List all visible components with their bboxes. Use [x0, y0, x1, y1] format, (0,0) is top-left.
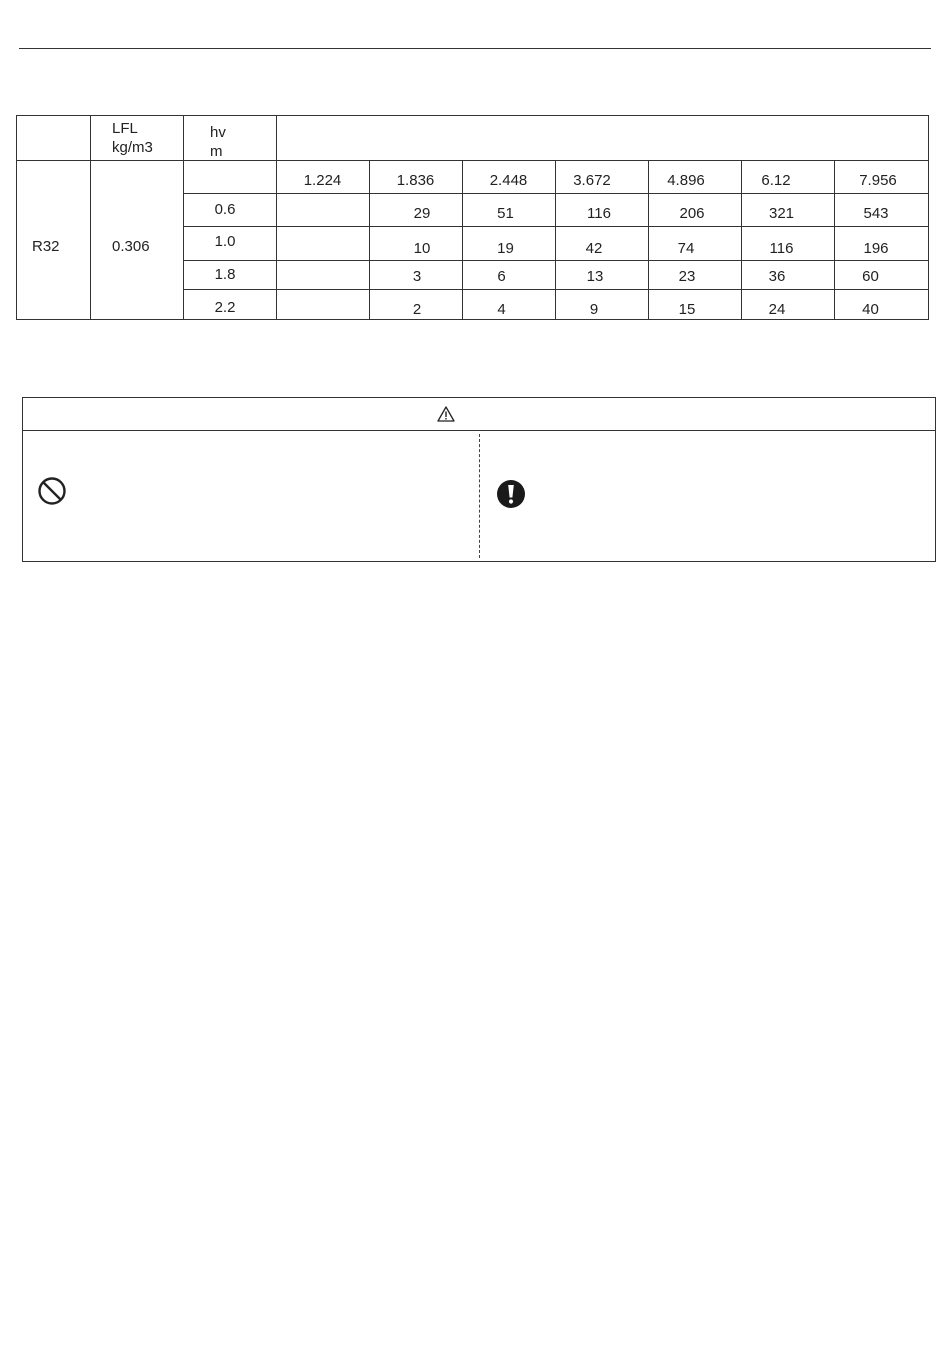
- charge-value: 4.896: [667, 172, 705, 189]
- table-cell: 40: [862, 301, 879, 318]
- charge-value: 7.956: [859, 172, 897, 189]
- table-cell: 9: [589, 301, 599, 318]
- warning-header: [23, 398, 935, 431]
- row-rule: [183, 289, 929, 290]
- warning-divider: [479, 434, 480, 558]
- table-cell: 543: [863, 205, 889, 222]
- table-cell: 2: [412, 301, 422, 318]
- warning-box: [22, 397, 936, 562]
- table-cell: 6: [497, 268, 506, 285]
- table-cell: 29: [413, 205, 431, 222]
- charge-value: 6.12: [761, 172, 791, 189]
- table-cell: 10: [413, 240, 431, 257]
- table-cell: 3: [412, 268, 422, 285]
- hv-value: 2.2: [214, 299, 236, 316]
- row-rule: [183, 260, 929, 261]
- table-cell: 196: [863, 240, 889, 257]
- table-cell: 116: [587, 205, 611, 222]
- hv-header: [210, 123, 226, 161]
- charge-value: 1.224: [303, 172, 342, 189]
- prohibition-icon: [37, 476, 67, 511]
- lfl-header-label: LFL: [112, 120, 138, 137]
- row-rule: [183, 193, 929, 194]
- table-cell: 74: [677, 240, 695, 257]
- top-rule: [19, 48, 931, 49]
- table-cell: 4: [497, 301, 506, 318]
- charge-value: 3.672: [573, 172, 611, 189]
- hv-value: 1.0: [214, 233, 236, 250]
- refrigerant-name: R32: [32, 238, 60, 255]
- table-cell: 206: [679, 205, 705, 222]
- table-cell: 23: [678, 268, 696, 285]
- charge-value: 1.836: [396, 172, 435, 189]
- header-rule: [16, 160, 929, 161]
- table-cell: 321: [768, 205, 795, 222]
- table-cell: 116: [769, 240, 794, 257]
- lfl-value: 0.306: [112, 238, 150, 255]
- warning-triangle-icon: [437, 406, 455, 427]
- table-cell: 15: [678, 301, 696, 318]
- charge-value: 2.448: [489, 172, 528, 189]
- table-cell: 42: [585, 240, 603, 257]
- hv-header-unit: m: [210, 143, 223, 160]
- lfl-header-unit: kg/m3: [112, 139, 153, 156]
- col-rule: [276, 115, 277, 320]
- lfl-header: [112, 119, 153, 157]
- table-cell: 60: [862, 268, 879, 285]
- col-rule: [90, 115, 91, 320]
- table-cell: 51: [497, 205, 514, 222]
- hv-value: 0.6: [214, 201, 236, 218]
- table-cell: 13: [586, 268, 604, 285]
- table-cell: 36: [768, 268, 786, 285]
- hv-value: 1.8: [214, 266, 236, 283]
- hv-header-label: hv: [210, 124, 226, 141]
- table-cell: 19: [497, 240, 514, 257]
- table-cell: 24: [768, 301, 786, 318]
- row-rule: [183, 226, 929, 227]
- refrigerant-table: [16, 115, 929, 320]
- mandatory-exclamation-icon: [496, 479, 526, 514]
